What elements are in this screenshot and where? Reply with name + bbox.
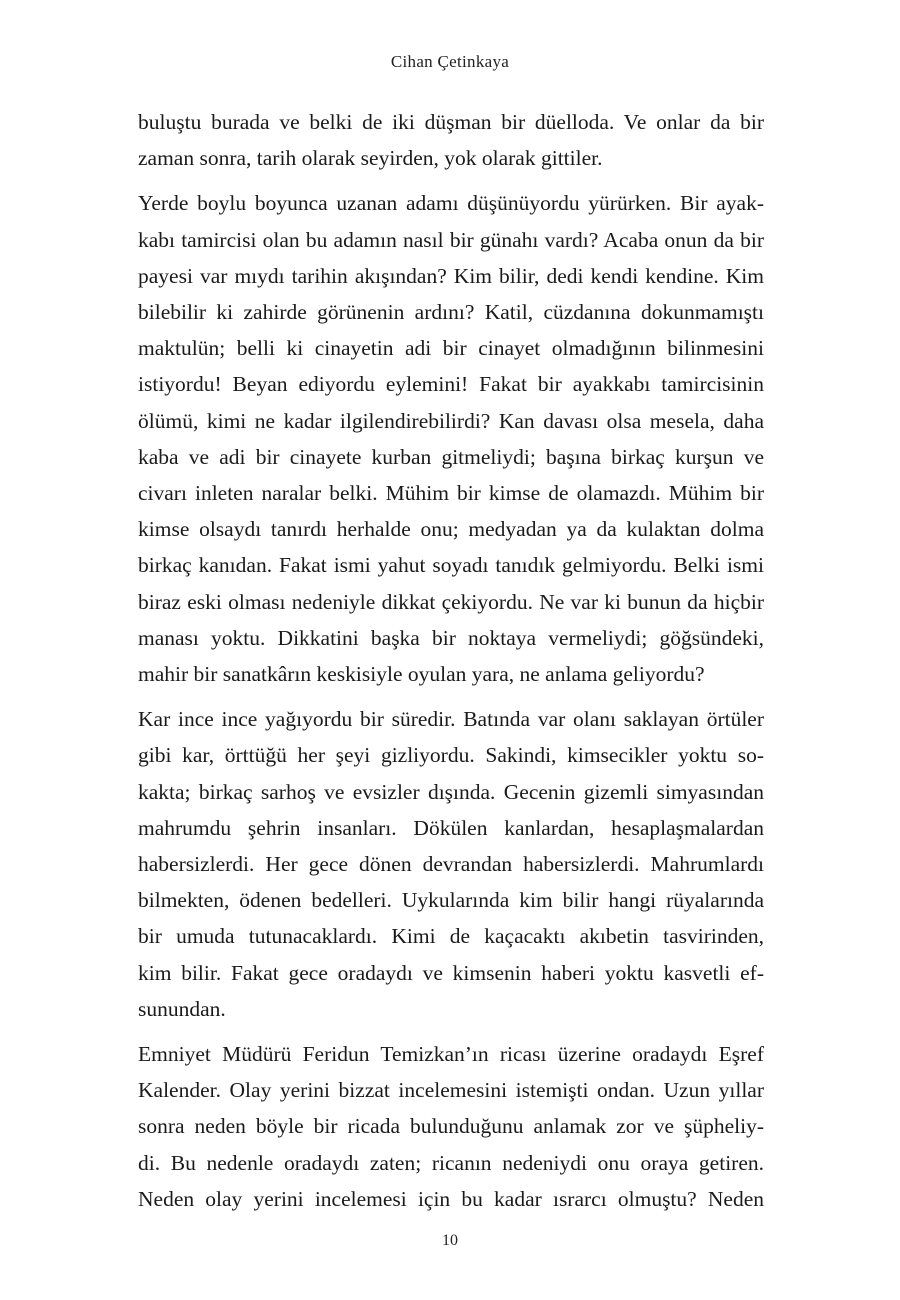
text-line: bir umuda tutunacaklardı. Kimi de kaçacaktı akıbetin tasvirinden, [138,924,764,949]
text-line: zaman sonra, tarih olarak seyirden, yok olarak gittiler. [138,146,603,171]
running-head-author: Cihan Çetinkaya [390,52,510,71]
text-line: mahir bir sanatkârın keskisiyle oyulan yara, ne anlama geliyordu? [138,662,705,687]
text-line: di. Bu nedenle oradaydı zaten; ricanın nedeniydi onu oraya getiren. [138,1150,764,1175]
text-line: gibi kar, örttüğü her şeyi gizliyordu. Sakindi, kimsecikler yoktu so- [138,743,764,768]
text-line: buluştu burada ve belki de iki düşman bir düelloda. Ve onlar da bir [138,110,764,134]
text-line: Yerde boylu boyunca uzanan adamı düşünüyordu yürürken. Bir ayak- [138,191,764,216]
text-line: bilebilir ki zahirde görünenin ardını? Katil, cüzdanına dokunmamıştı [138,300,764,325]
text-line: kakta; birkaç sarhoş ve evsizler dışında. Gecenin gizemli simyasından [138,779,764,804]
text-line: birkaç kanıdan. Fakat ismi yahut soyadı tanıdık gelmiyordu. Belki ismi [138,553,764,578]
text-line: kaba ve adi bir cinayete kurban gitmeliydi; başına birkaç kurşun ve [138,444,764,469]
body-text [138,104,764,1226]
page-number: 10 [442,1232,458,1249]
text-line: istiyordu! Beyan ediyordu eylemini! Fakat bir ayakkabı tamircisinin [138,372,764,397]
text-line: mahrumdu şehrin insanları. Dökülen kanlardan, hesaplaşmalardan [138,815,764,840]
text-line: payesi var mıydı tarihin akışından? Kim bilir, dedi kendi kendine. Kim [138,263,764,288]
text-line: kim bilir. Fakat gece oradaydı ve kimsenin haberi yoktu kasvetli ef- [138,960,764,985]
text-line: maktulün; belli ki cinayetin adi bir cinayet olmadığının bilinmesini [138,336,764,361]
paragraph [138,104,764,176]
text-line: biraz eski olması nedeniyle dikkat çekiyordu. Ne var ki bunun da hiçbir [138,589,764,614]
text-line: kimse olsaydı tanırdı herhalde onu; medyadan ya da kulaktan dolma [138,517,764,542]
text-line: sunundan. [138,996,226,1021]
paragraph [138,185,764,692]
paragraph [138,1036,764,1217]
text-line: Kalender. Olay yerini bizzat incelemesini istemişti ondan. Uzun yıllar [138,1078,764,1103]
text-line: habersizlerdi. Her gece dönen devrandan habersizlerdi. Mahrumlardı [138,852,764,877]
text-line: sonra neden böyle bir ricada bulunduğunu anlamak zor ve şüpheliy- [138,1114,764,1139]
text-line: Neden olay yerini incelemesi için bu kadar ısrarcı olmuştu? Neden [138,1186,764,1211]
text-line: Emniyet Müdürü Feridun Temizkan’ın ricası üzerine oradaydı Eşref [138,1042,764,1067]
text-line: civarı inleten naralar belki. Mühim bir kimse de olamazdı. Mühim bir [138,481,764,506]
text-line: manası yoktu. Dikkatini başka bir noktaya vermeliydi; göğsündeki, [138,625,764,650]
text-line: Kar ince ince yağıyordu bir süredir. Batında var olanı saklayan örtüler [138,707,764,732]
text-line: bilmekten, ödenen bedelleri. Uykularında kim bilir hangi rüyalarında [138,888,764,913]
paragraph [138,701,764,1027]
text-line: ölümü, kimi ne kadar ilgilendirebilirdi? Kan davası olsa mesela, daha [138,408,764,433]
text-line: kabı tamircisi olan bu adamın nasıl bir günahı vardı? Acaba onun da bir [138,227,764,252]
